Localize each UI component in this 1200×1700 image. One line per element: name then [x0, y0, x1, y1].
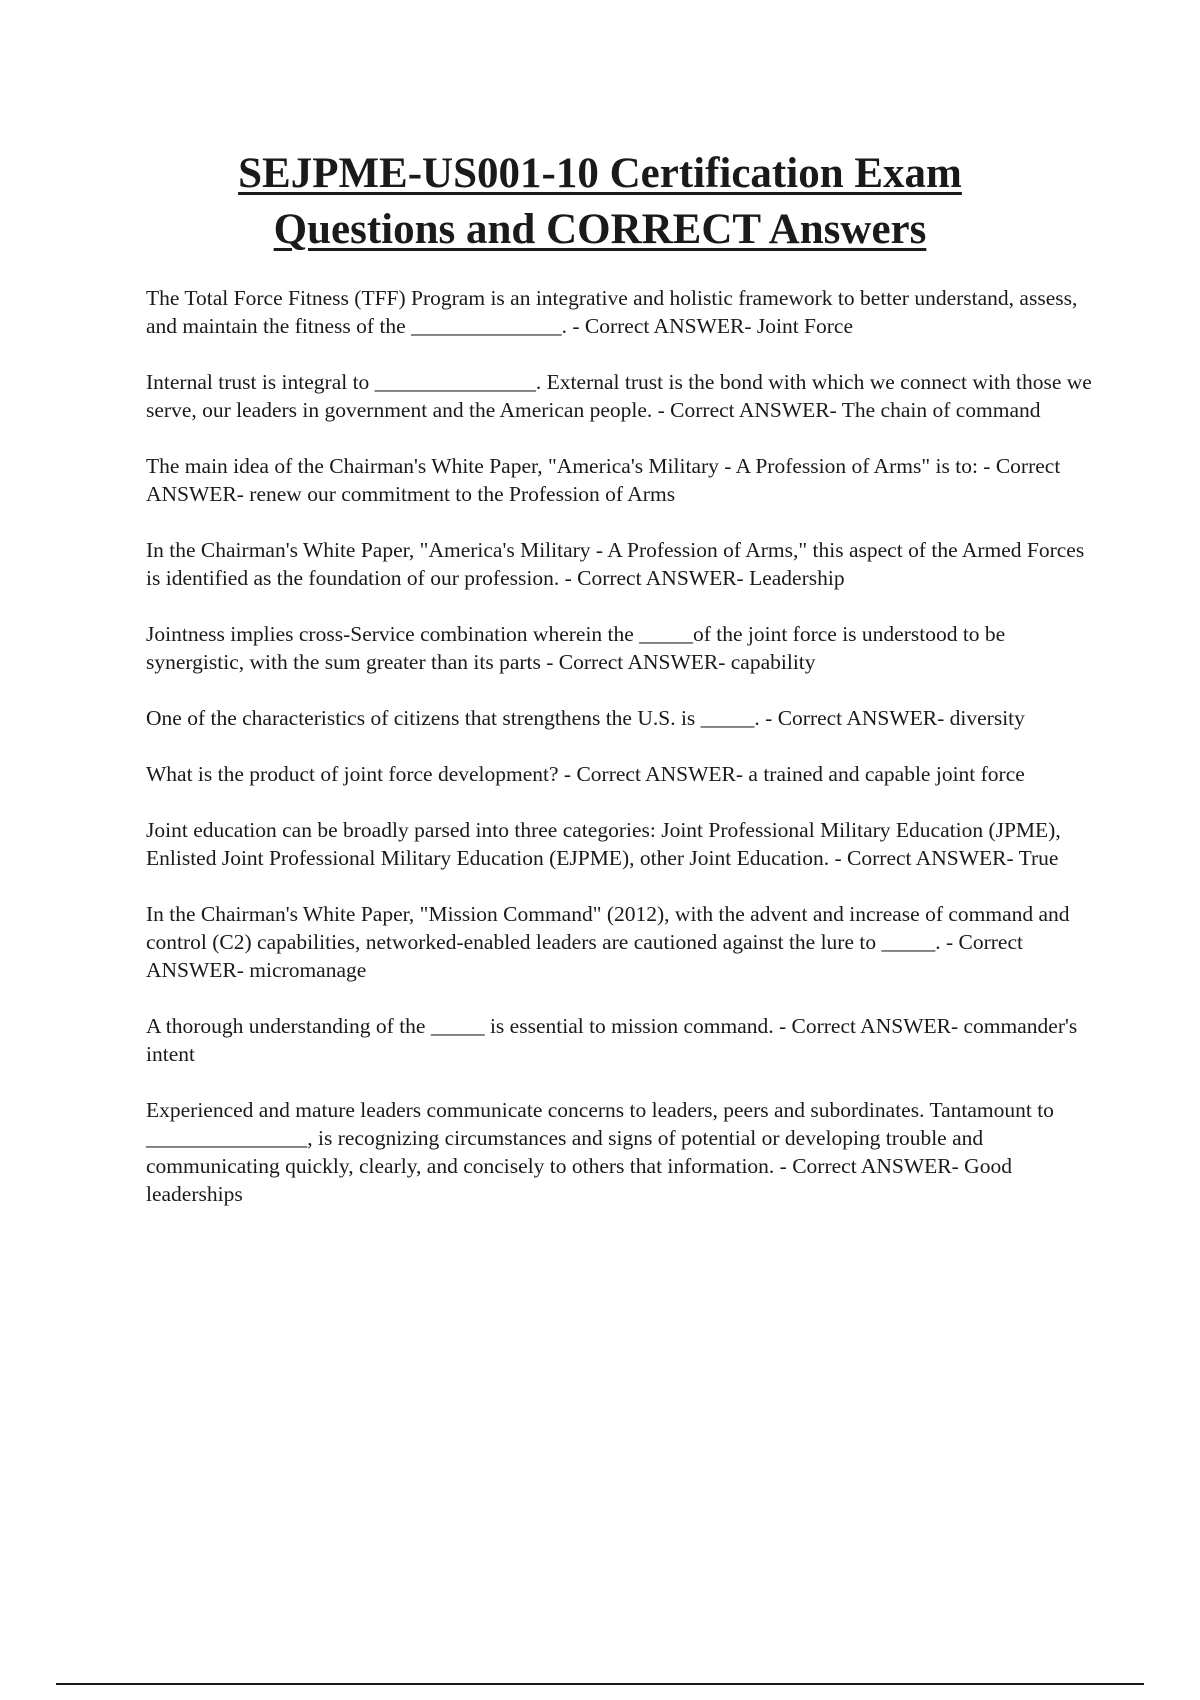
qa-item: The main idea of the Chairman's White Paper, "America's Military - A Profession of Arms" is to: - Correct ANSWER- renew our commitment to the Profession of Arms [146, 454, 1061, 506]
qa-item: The Total Force Fitness (TFF) Program is an integrative and holistic framework to better understand, assess, and maintain the fitness of the ______________. - Correct ANSWER- Joint Force [146, 286, 1078, 338]
qa-item: In the Chairman's White Paper, "America's Military - A Profession of Arms," this aspect of the Armed Forces is identified as the foundation of our profession. - Correct ANSWER- Leadership [146, 538, 1085, 590]
qa-item: Internal trust is integral to _______________. External trust is the bond with which we connect with those we serve, our leaders in government and the American people. - Correct ANSWER- The chain of command [146, 370, 1092, 422]
qa-item: A thorough understanding of the _____ is essential to mission command. - Correct ANSWER- commander's intent [146, 1014, 1078, 1066]
qa-item: Joint education can be broadly parsed into three categories: Joint Professional Military Education (JPME), Enlisted Joint Professional Military Education (EJPME), other Joint Education. - Correct ANSWER- True [146, 818, 1061, 870]
qa-item: Experienced and mature leaders communicate concerns to leaders, peers and subordinates. Tantamount to _______________, is recognizing circumstances and signs of potential or developing trouble and communicating quickly, clearly, and concisely to others that information. - Correct ANSWER- Good leaderships [146, 1098, 1054, 1206]
document-title [0, 146, 1200, 258]
qa-item: What is the product of joint force development? - Correct ANSWER- a trained and capable joint force [146, 762, 1025, 786]
qa-item: In the Chairman's White Paper, "Mission Command" (2012), with the advent and increase of command and control (C2) capabilities, networked-enabled leaders are cautioned against the lure to _____. - Correct ANSWER- micromanage [146, 902, 1070, 982]
qa-list [146, 284, 1092, 1236]
title-line-2: Questions and CORRECT Answers [273, 206, 927, 253]
qa-item: One of the characteristics of citizens that strengthens the U.S. is _____. - Correct ANSWER- diversity [146, 706, 1025, 730]
title-line-1: SEJPME-US001-10 Certification Exam [238, 150, 962, 197]
qa-item: Jointness implies cross-Service combination wherein the _____of the joint force is understood to be synergistic, with the sum greater than its parts - Correct ANSWER- capability [146, 622, 1006, 674]
footer-divider [56, 1683, 1144, 1685]
